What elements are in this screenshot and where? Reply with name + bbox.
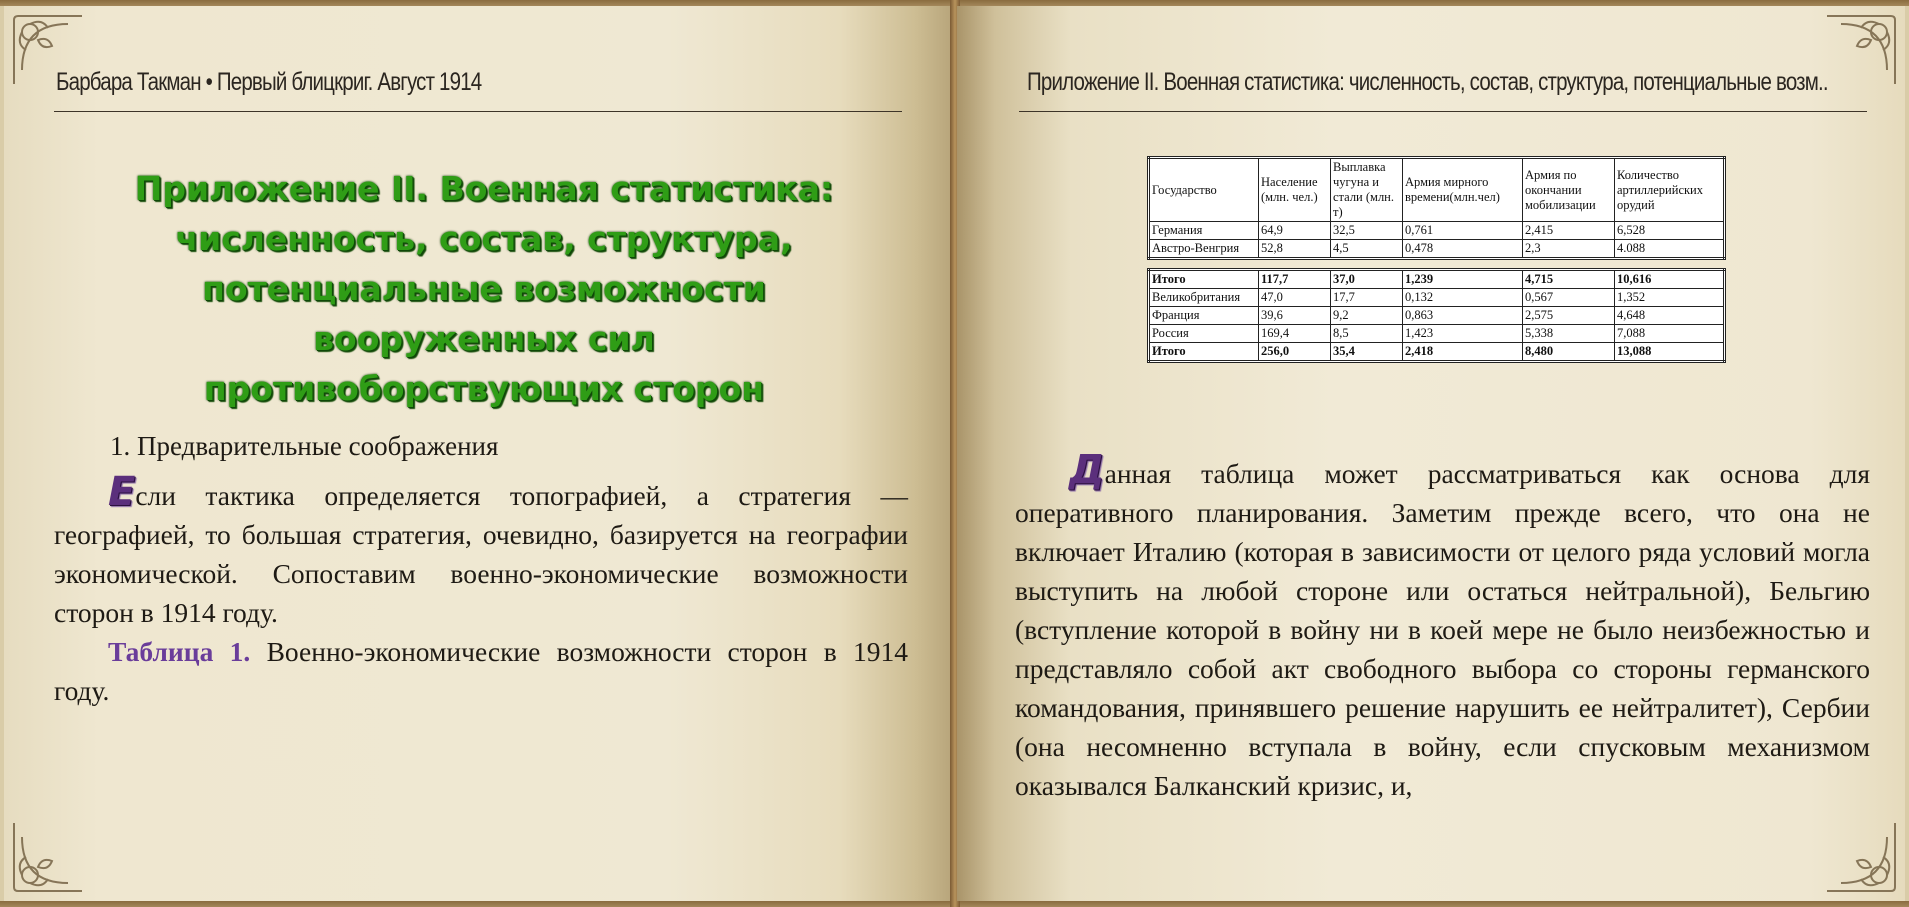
chapter-title-line: потенциальные возможности bbox=[202, 269, 766, 308]
table-cell: 169,4 bbox=[1259, 325, 1331, 343]
table-cell: 47,0 bbox=[1259, 289, 1331, 307]
stats-table-group-1 bbox=[1147, 156, 1726, 260]
paragraph bbox=[1015, 447, 1870, 805]
table-caption-text: Военно-экономические возможности сторон в 1914 году. bbox=[54, 636, 908, 706]
paragraph-text: сли тактика определяется топографией, а стратегия — географией, то большая стратегия, очевидно, базируется на географии экономической. Сопоставим военно-экономические возможности сторон в 1914 году. bbox=[54, 480, 908, 628]
table-cell: Россия bbox=[1149, 325, 1259, 343]
table-cell: 4,715 bbox=[1523, 270, 1615, 289]
table-row bbox=[1149, 270, 1725, 289]
table-cell: 5,338 bbox=[1523, 325, 1615, 343]
table-row bbox=[1149, 240, 1725, 259]
table-cell: 8,5 bbox=[1331, 325, 1403, 343]
table-header-row bbox=[1149, 158, 1725, 222]
section-heading: 1. Предварительные соображения bbox=[110, 431, 499, 461]
table-caption bbox=[54, 632, 908, 710]
table-cell: 9,2 bbox=[1331, 307, 1403, 325]
paragraph-text: анная таблица может рассматриваться как основа для оперативного планирования. Заметим прежде всего, что она не включает Италию (которая в зависимости от целого ряда условий могла выступить на любой стороне или остаться нейтральной), Бельгию (вступление которой в войну ни в коей мере не было неизбежностью и представляло собой акт свободного выбора со стороны германского командования, принявшего решение нарушить ее нейтралитет), Сербии (она несомненно вступала в войну, если спусковым механизмом оказывался Балканский кризис, и, bbox=[1015, 458, 1870, 801]
table-cell: 2,418 bbox=[1403, 343, 1523, 362]
table-cell: 2,575 bbox=[1523, 307, 1615, 325]
table-cell: 117,7 bbox=[1259, 270, 1331, 289]
right-body-text bbox=[1015, 447, 1870, 805]
table-cell: 52,8 bbox=[1259, 240, 1331, 259]
table-header-cell: Государство bbox=[1149, 158, 1259, 222]
paragraph bbox=[54, 469, 908, 632]
corner-ornament-icon bbox=[1821, 10, 1901, 90]
corner-ornament-icon bbox=[8, 817, 88, 897]
table-cell: 4,648 bbox=[1615, 307, 1725, 325]
chapter-title-line: численность, состав, структура, bbox=[175, 219, 793, 258]
table-cell: 1,423 bbox=[1403, 325, 1523, 343]
chapter-title-line: противоборствующих сторон bbox=[203, 369, 765, 408]
table-cell: 0,761 bbox=[1403, 222, 1523, 240]
table-cell: 35,4 bbox=[1331, 343, 1403, 362]
left-body-text bbox=[54, 469, 908, 710]
table-cell: 2,415 bbox=[1523, 222, 1615, 240]
table-row bbox=[1149, 289, 1725, 307]
table-cell: 0,567 bbox=[1523, 289, 1615, 307]
table-cell: Итого bbox=[1149, 343, 1259, 362]
right-page[interactable] bbox=[957, 6, 1905, 901]
table-cell: 13,088 bbox=[1615, 343, 1725, 362]
table-cell: 37,0 bbox=[1331, 270, 1403, 289]
chapter-title bbox=[84, 164, 884, 414]
stats-table-group-2 bbox=[1147, 268, 1726, 363]
table-row bbox=[1149, 222, 1725, 240]
corner-ornament-icon bbox=[1821, 817, 1901, 897]
table-row bbox=[1149, 307, 1725, 325]
table-row bbox=[1149, 343, 1725, 362]
table-header-cell: Армия мирного времени(млн.чел) bbox=[1403, 158, 1523, 222]
table-cell: 256,0 bbox=[1259, 343, 1331, 362]
table-cell: 17,7 bbox=[1331, 289, 1403, 307]
left-page[interactable] bbox=[4, 6, 953, 901]
drop-cap: Е bbox=[108, 469, 136, 515]
table-cell: 39,6 bbox=[1259, 307, 1331, 325]
table-cell: 8,480 bbox=[1523, 343, 1615, 362]
drop-cap: Д bbox=[1069, 447, 1105, 493]
table-caption-label: Таблица 1. bbox=[108, 636, 251, 667]
table-cell: Франция bbox=[1149, 307, 1259, 325]
table-cell: 10,616 bbox=[1615, 270, 1725, 289]
running-header-right: Приложение II. Военная статистика: численность, состав, структура, потенциальные возм.. bbox=[1027, 68, 1828, 96]
table-cell: 7,088 bbox=[1615, 325, 1725, 343]
chapter-title-line: Приложение II. Военная статистика: bbox=[134, 169, 834, 208]
chapter-title-line: вооруженных сил bbox=[313, 319, 655, 358]
table-cell: Великобритания bbox=[1149, 289, 1259, 307]
table-cell: 6,528 bbox=[1615, 222, 1725, 240]
table-cell: 32,5 bbox=[1331, 222, 1403, 240]
table-cell: 0,478 bbox=[1403, 240, 1523, 259]
table-cell: 4.088 bbox=[1615, 240, 1725, 259]
table-cell: 1,239 bbox=[1403, 270, 1523, 289]
table-cell: 2,3 bbox=[1523, 240, 1615, 259]
table-cell: 4,5 bbox=[1331, 240, 1403, 259]
header-rule-left bbox=[54, 111, 902, 112]
table-cell: 0,132 bbox=[1403, 289, 1523, 307]
table-cell: 1,352 bbox=[1615, 289, 1725, 307]
table-row bbox=[1149, 325, 1725, 343]
table-header-cell: Выплавка чугуна и стали (млн. т) bbox=[1331, 158, 1403, 222]
table-header-cell: Количество артиллерийских орудий bbox=[1615, 158, 1725, 222]
table-header-cell: Армия по окончании мобилизации bbox=[1523, 158, 1615, 222]
table-cell: Германия bbox=[1149, 222, 1259, 240]
running-header-left: Барбара Такман • Первый блицкриг. Август 1914 bbox=[56, 68, 482, 96]
table-header-cell: Население (млн. чел.) bbox=[1259, 158, 1331, 222]
header-rule-right bbox=[1019, 111, 1867, 112]
table-gap bbox=[1147, 260, 1726, 268]
table-cell: Итого bbox=[1149, 270, 1259, 289]
stats-table bbox=[1147, 156, 1726, 363]
table-cell: 64,9 bbox=[1259, 222, 1331, 240]
table-cell: Австро-Венгрия bbox=[1149, 240, 1259, 259]
table-cell: 0,863 bbox=[1403, 307, 1523, 325]
